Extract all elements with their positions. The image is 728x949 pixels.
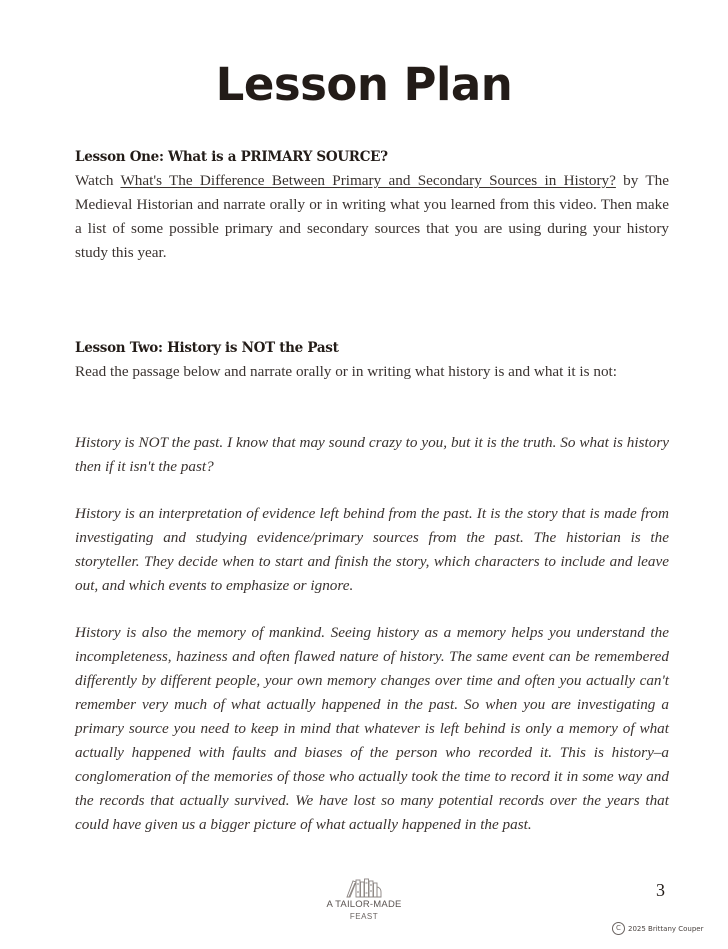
lesson-one-instructions (75, 169, 669, 265)
logo-text-line-1: A TAILOR-MADE (326, 899, 402, 910)
passage-paragraph-3: History is also the memory of mankind. Seeing history as a memory helps you understand the incompleteness, haziness and often flawed nature of history. The same event can be remembered differently by different people, your own memory changes over time and often you actually can't remember very much of what actually happened in the past. So when you are investigating a primary source you need to keep in mind that whatever is left behind is only a memory of what actually happened with faults and biases of the person who recorded it. This is history–a conglomeration of the memories of those who actually took the time to record it in some way and the records that actually survived. We have lost so many potential records over the years that could have given us a bigger picture of what actually happened in the past. (75, 624, 669, 833)
brand-logo (318, 878, 410, 922)
lesson-one-heading: Lesson One: What is a PRIMARY SOURCE? (75, 149, 388, 165)
copyright-notice (612, 922, 703, 935)
page-number: 3 (656, 880, 665, 900)
lesson-two-heading: Lesson Two: History is NOT the Past (75, 340, 339, 356)
lesson-one-section (75, 147, 669, 265)
copyright-icon: C (612, 922, 625, 935)
logo-text-line-2: FEAST (349, 912, 379, 921)
lesson-one-text-after-link: by The Medieval Historian and narrate orally or in writing what you learned from this video. Then make a list of some possible primary and secondary sources that you are using during your history study this year. (75, 172, 670, 261)
lesson-one-text-before-link: Watch (75, 172, 121, 189)
passage-paragraph-1: History is NOT the past. I know that may sound crazy to you, but it is the truth. So what is history then if it isn't the past? (75, 434, 669, 475)
passage-paragraph-2: History is an interpretation of evidence left behind from the past. It is the story that is made from investigating and studying evidence/primary sources from the past. The historian is the storyteller. They decide when to start and finish the story, which characters to include and leave out, and which events to emphasize or ignore. (75, 505, 669, 594)
page-title: Lesson Plan (215, 58, 513, 111)
lesson-two-section (75, 338, 669, 384)
copyright-text: 2025 Brittany Couper (628, 924, 704, 933)
video-link[interactable]: What's The Difference Between Primary and Secondary Sources in History? (120, 172, 616, 189)
lesson-two-instructions: Read the passage below and narrate orally or in writing what history is and what it is not: (75, 363, 617, 380)
books-icon (345, 878, 383, 898)
